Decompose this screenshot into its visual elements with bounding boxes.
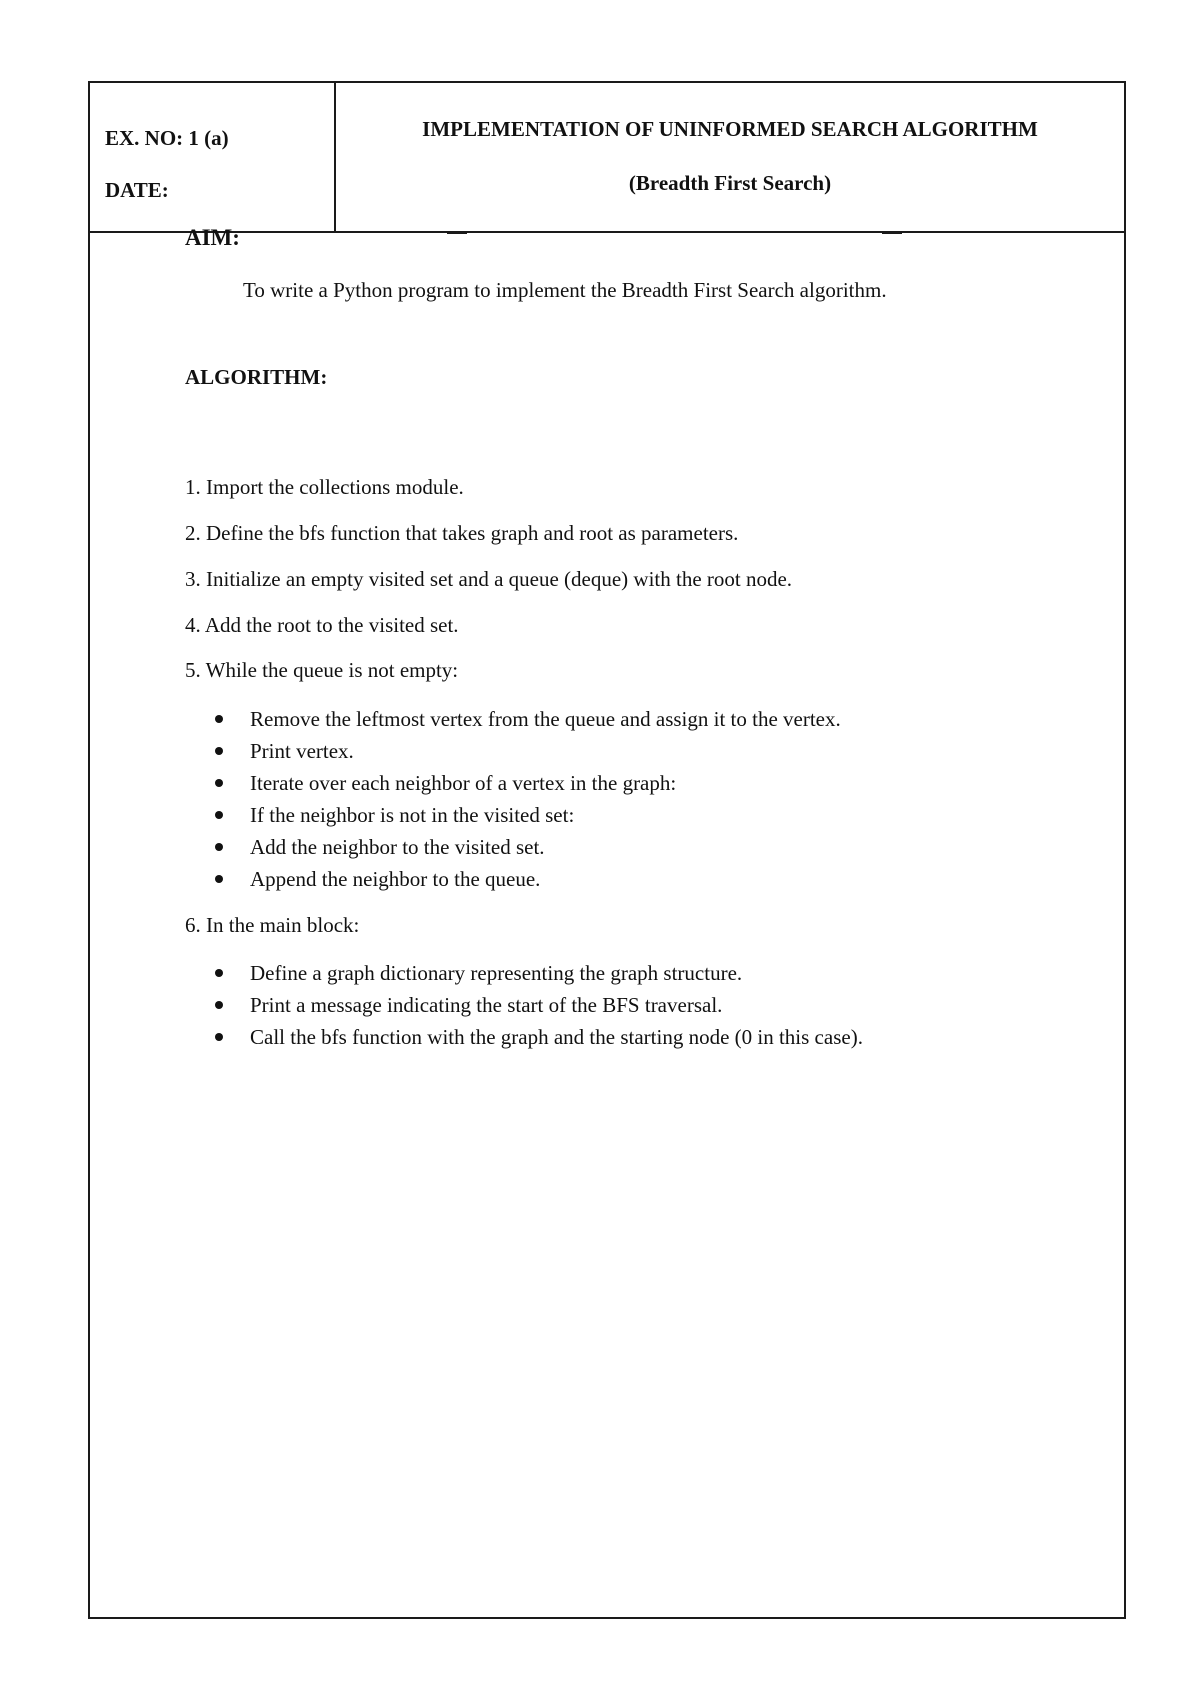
list-item xyxy=(215,735,841,767)
algorithm-step-5: 5. While the queue is not empty: xyxy=(185,658,459,682)
list-item xyxy=(215,989,863,1021)
bullet-icon xyxy=(215,843,223,851)
algorithm-step-3: 3. Initialize an empty visited set and a queue (deque) with the root node. xyxy=(185,567,793,591)
header-table xyxy=(90,83,1124,233)
list-item xyxy=(215,831,841,863)
bullet-text: Define a graph dictionary representing the graph structure. xyxy=(250,961,743,985)
document-title: IMPLEMENTATION OF UNINFORMED SEARCH ALGORITHM xyxy=(422,117,1038,141)
bullet-icon xyxy=(215,1001,223,1009)
bullet-text: Add the neighbor to the visited set. xyxy=(250,835,545,859)
bullet-icon xyxy=(215,715,223,723)
algorithm-heading: ALGORITHM: xyxy=(185,365,328,389)
list-item xyxy=(215,799,841,831)
document-subtitle: (Breadth First Search) xyxy=(628,171,832,195)
list-item xyxy=(215,767,841,799)
algorithm-step-6: 6. In the main block: xyxy=(185,913,360,937)
aim-heading: AIM: xyxy=(185,225,240,250)
bullet-text: Print a message indicating the start of the BFS traversal. xyxy=(250,993,723,1017)
bullet-icon xyxy=(215,875,223,883)
aim-text: To write a Python program to implement the Breadth First Search algorithm. xyxy=(243,278,887,302)
list-item xyxy=(215,863,841,895)
header-left-cell xyxy=(90,83,336,231)
algorithm-step-4: 4. Add the root to the visited set. xyxy=(185,613,459,637)
step6-bullet-list xyxy=(215,957,863,1053)
date-label: DATE: xyxy=(105,178,169,202)
bullet-icon xyxy=(215,1033,223,1041)
bullet-icon xyxy=(215,779,223,787)
list-item xyxy=(215,1021,863,1053)
bullet-text: Call the bfs function with the graph and the starting node (0 in this case). xyxy=(250,1025,863,1049)
list-item xyxy=(215,957,863,989)
algorithm-step-1: 1. Import the collections module. xyxy=(185,475,464,499)
bullet-text: Append the neighbor to the queue. xyxy=(250,867,541,891)
bullet-text: If the neighbor is not in the visited set: xyxy=(250,803,575,827)
bullet-text: Print vertex. xyxy=(250,739,354,763)
underline-mark-right xyxy=(882,231,902,234)
underline-mark-left xyxy=(447,231,467,234)
bullet-icon xyxy=(215,969,223,977)
page-frame xyxy=(88,81,1126,1619)
exercise-number: EX. NO: 1 (a) xyxy=(105,126,229,150)
step5-bullet-list xyxy=(215,703,841,895)
bullet-icon xyxy=(215,811,223,819)
bullet-icon xyxy=(215,747,223,755)
bullet-text: Iterate over each neighbor of a vertex in the graph: xyxy=(250,771,677,795)
bullet-text: Remove the leftmost vertex from the queue and assign it to the vertex. xyxy=(250,707,841,731)
algorithm-step-2: 2. Define the bfs function that takes graph and root as parameters. xyxy=(185,521,739,545)
list-item xyxy=(215,703,841,735)
header-right-cell xyxy=(336,83,1124,231)
